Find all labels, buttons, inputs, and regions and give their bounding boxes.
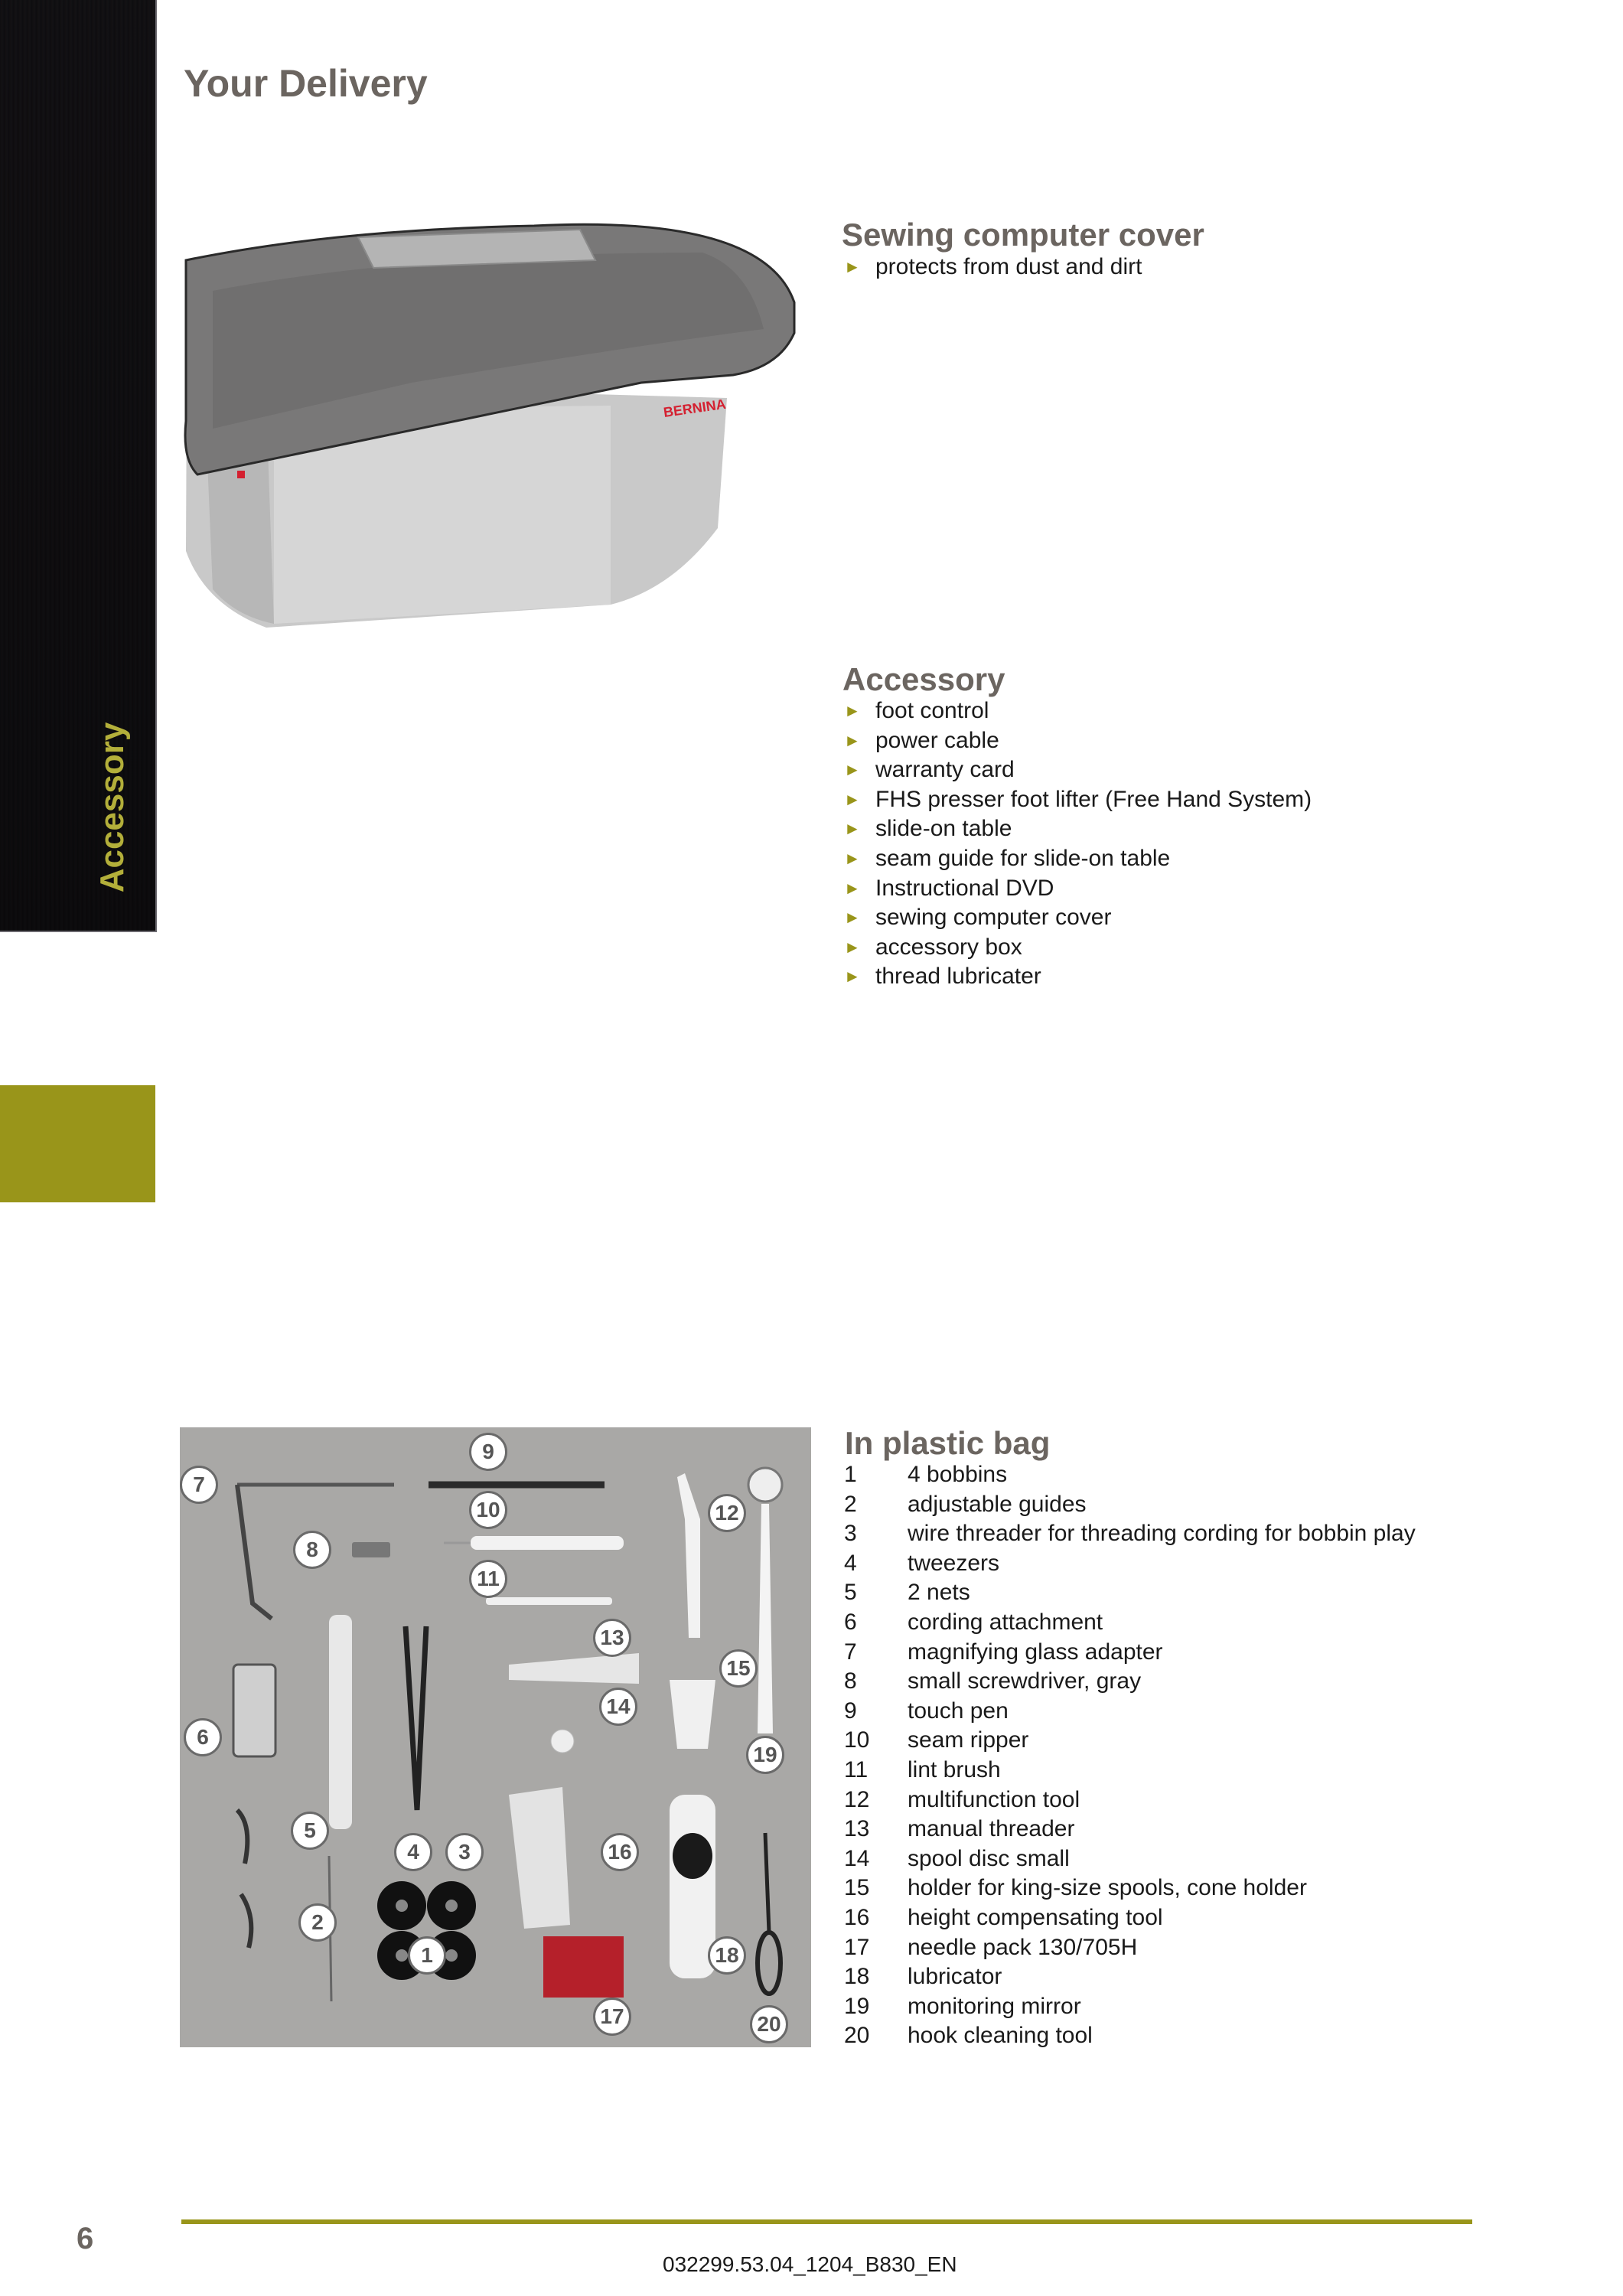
list-item: ► seam guide for slide-on table (844, 844, 1312, 874)
callout-marker: 19 (746, 1736, 784, 1774)
list-item: 1 4 bobbins (844, 1462, 1008, 1487)
section-label: Accessory (93, 722, 131, 893)
page-title: Your Delivery (184, 62, 428, 105)
list-item: 18 lubricator (844, 1964, 1002, 1990)
callout-marker: 8 (293, 1531, 331, 1569)
list-item: ► FHS presser foot lifter (Free Hand System) (844, 785, 1312, 815)
callout-marker: 15 (719, 1649, 758, 1688)
callout-marker: 17 (593, 1998, 631, 2036)
arrow-bullet-icon: ► (844, 878, 861, 898)
list-item: ► thread lubricater (844, 962, 1312, 992)
callout-marker: 13 (593, 1619, 631, 1657)
plastic-bag-list (844, 1460, 1416, 2051)
callout-marker: 14 (599, 1688, 637, 1726)
arrow-bullet-icon: ► (844, 257, 861, 276)
sewing-computer-cover-image (182, 207, 800, 635)
callout-marker: 1 (408, 1936, 446, 1975)
page-number: 6 (77, 2222, 94, 2255)
arrow-bullet-icon: ► (844, 730, 861, 750)
document-code: 032299.53.04_1204_B830_EN (663, 2252, 957, 2276)
cover-feature-list (844, 253, 1142, 282)
arrow-bullet-icon: ► (844, 701, 861, 720)
list-item: 2 adjustable guides (844, 1491, 1087, 1517)
plastic-bag-section-title: In plastic bag (845, 1425, 1051, 1461)
arrow-bullet-icon: ► (844, 789, 861, 809)
arrow-bullet-icon: ► (844, 848, 861, 868)
callout-marker: 4 (394, 1833, 432, 1871)
list-item: 19 monitoring mirror (844, 1993, 1081, 2019)
list-item: ► accessory box (844, 933, 1312, 963)
list-item: 17 needle pack 130/705H (844, 1934, 1138, 1960)
callout-marker: 12 (708, 1494, 746, 1532)
callout-marker: 16 (601, 1833, 639, 1871)
sidebar-color-tab (0, 1085, 155, 1202)
list-item: 15 holder for king-size spools, cone holder (844, 1875, 1307, 1901)
arrow-bullet-icon: ► (844, 937, 861, 957)
list-item: 6 cording attachment (844, 1609, 1103, 1635)
list-item: 3 wire threader for threading cording for bobbin play (844, 1521, 1416, 1547)
list-item: ► power cable (844, 726, 1312, 756)
list-item: 20 hook cleaning tool (844, 2023, 1093, 2049)
list-item: 16 height compensating tool (844, 1904, 1163, 1930)
list-item: 13 manual threader (844, 1816, 1075, 1842)
callout-marker: 2 (298, 1903, 337, 1942)
arrow-bullet-icon: ► (844, 908, 861, 928)
arrow-bullet-icon: ► (844, 760, 861, 780)
sidebar-texture (0, 0, 157, 932)
callout-marker: 7 (180, 1466, 218, 1504)
list-item: 10 seam ripper (844, 1727, 1029, 1753)
list-item: 14 spool disc small (844, 1845, 1070, 1871)
list-item: ► foot control (844, 696, 1312, 726)
list-item: 8 small screwdriver, gray (844, 1668, 1142, 1694)
callout-marker: 20 (750, 2005, 788, 2043)
list-item: 4 tweezers (844, 1550, 1000, 1576)
list-item: 5 2 nets (844, 1580, 970, 1606)
list-item: ► Instructional DVD (844, 874, 1312, 904)
callout-marker: 5 (291, 1812, 329, 1850)
callout-marker: 10 (469, 1491, 507, 1529)
brand-logo: BERNINA (662, 396, 727, 420)
footer-rule (181, 2219, 1472, 2224)
callout-marker: 6 (184, 1718, 222, 1756)
list-item: 12 multifunction tool (844, 1786, 1080, 1812)
callout-marker: 18 (708, 1936, 746, 1975)
accessory-list (844, 696, 1312, 992)
arrow-bullet-icon: ► (844, 819, 861, 839)
list-item: 11 lint brush (844, 1756, 1001, 1782)
accessories-photo (180, 1427, 811, 2047)
arrow-bullet-icon: ► (844, 967, 861, 987)
list-item: 9 touch pen (844, 1698, 1009, 1724)
callout-marker: 9 (469, 1433, 507, 1471)
accessory-section-title: Accessory (842, 661, 1005, 697)
callout-marker: 11 (469, 1560, 507, 1598)
cover-section-title: Sewing computer cover (842, 217, 1204, 253)
list-item: ► protects from dust and dirt (844, 253, 1142, 282)
list-item: 7 magnifying glass adapter (844, 1639, 1163, 1665)
list-item: ► sewing computer cover (844, 903, 1312, 933)
callout-marker: 3 (445, 1833, 484, 1871)
list-item: ► slide-on table (844, 814, 1312, 844)
list-item: ► warranty card (844, 755, 1312, 785)
